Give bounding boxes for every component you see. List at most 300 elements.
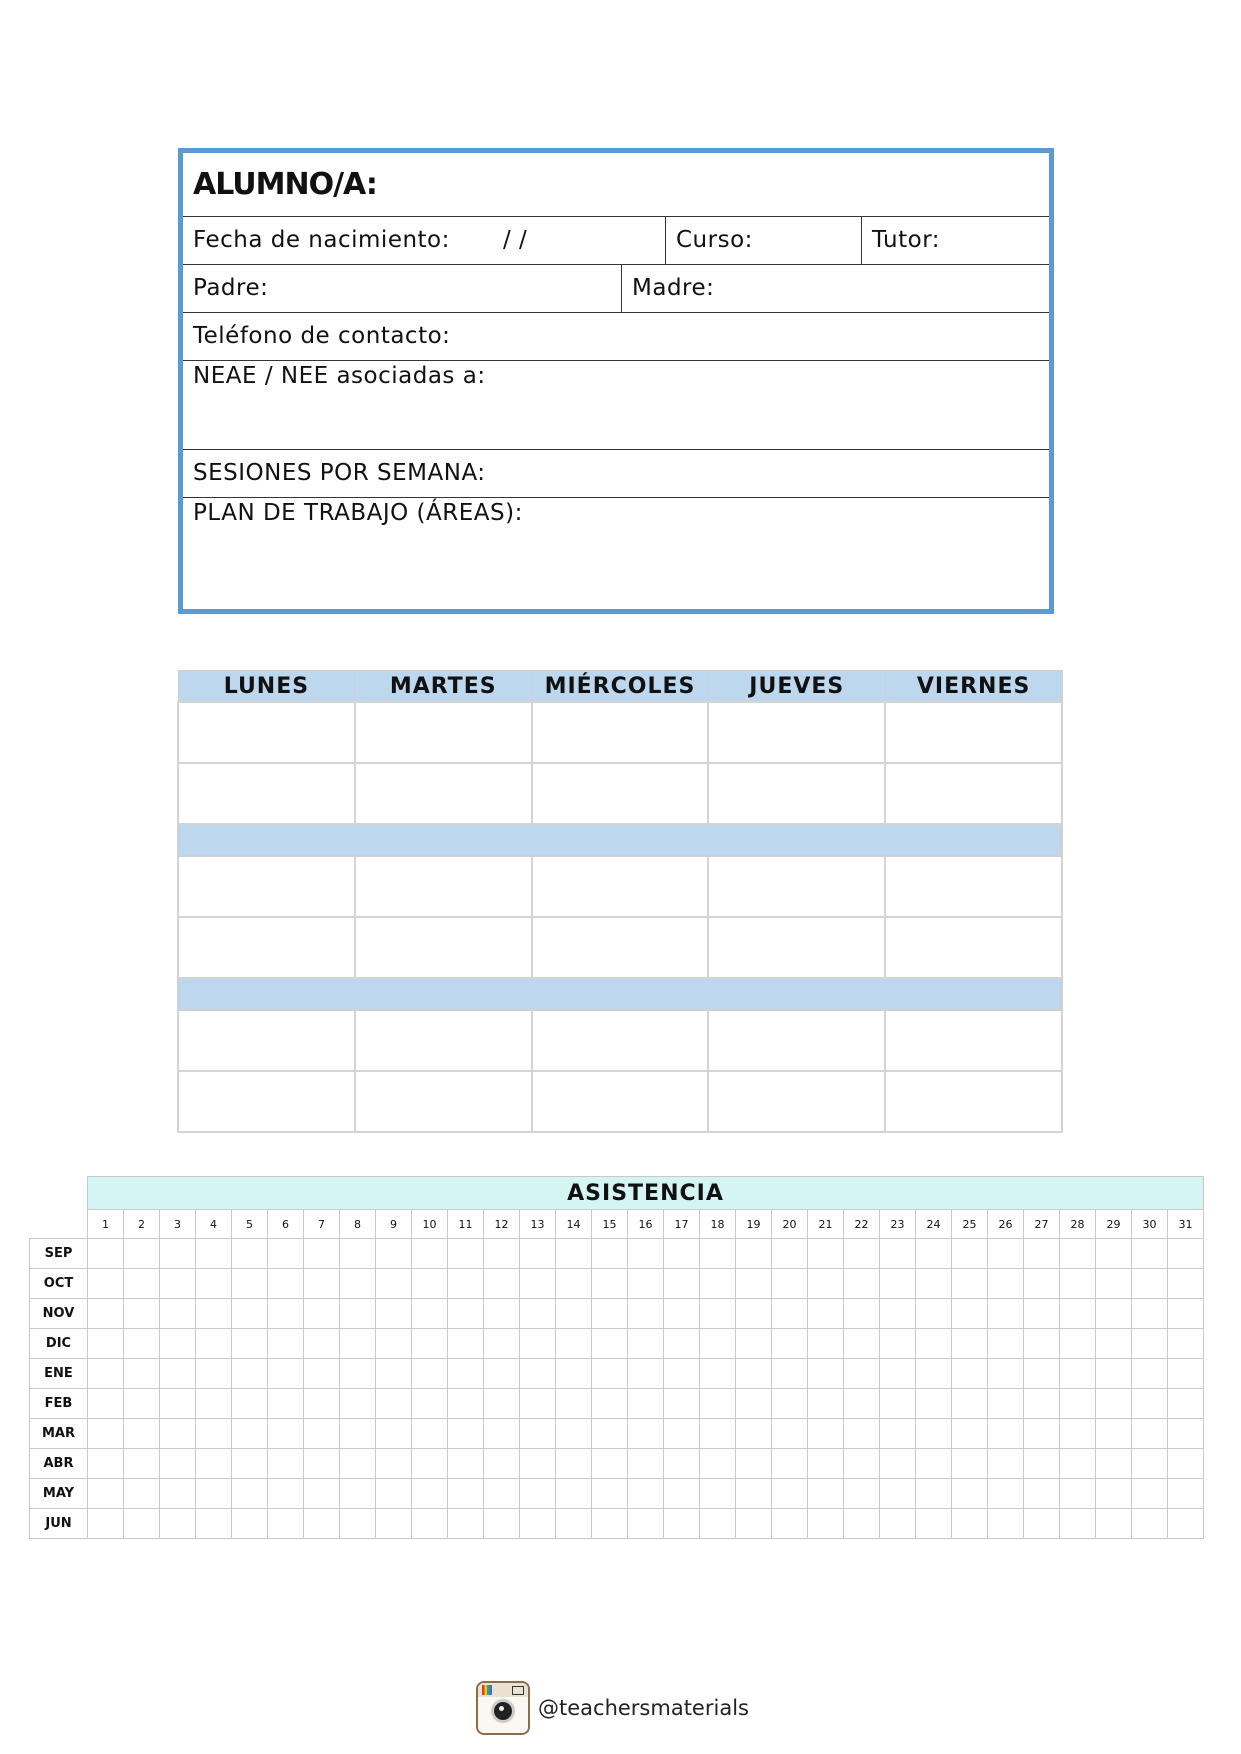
attendance-cell[interactable] [376, 1359, 412, 1389]
attendance-cell[interactable] [880, 1419, 916, 1449]
attendance-cell[interactable] [916, 1299, 952, 1329]
attendance-cell[interactable] [484, 1239, 520, 1269]
attendance-cell[interactable] [520, 1419, 556, 1449]
attendance-cell[interactable] [1096, 1419, 1132, 1449]
attendance-cell[interactable] [1024, 1449, 1060, 1479]
attendance-cell[interactable] [952, 1329, 988, 1359]
attendance-cell[interactable] [736, 1509, 772, 1539]
attendance-cell[interactable] [376, 1299, 412, 1329]
tutor-field[interactable] [861, 217, 1049, 264]
attendance-cell[interactable] [880, 1299, 916, 1329]
attendance-cell[interactable] [628, 1299, 664, 1329]
attendance-cell[interactable] [412, 1299, 448, 1329]
attendance-cell[interactable] [736, 1449, 772, 1479]
attendance-cell[interactable] [700, 1329, 736, 1359]
attendance-cell[interactable] [1132, 1299, 1168, 1329]
attendance-cell[interactable] [628, 1389, 664, 1419]
schedule-cell[interactable] [532, 702, 709, 763]
attendance-cell[interactable] [376, 1449, 412, 1479]
attendance-cell[interactable] [1024, 1329, 1060, 1359]
attendance-cell[interactable] [196, 1299, 232, 1329]
attendance-cell[interactable] [880, 1359, 916, 1389]
neae-row[interactable] [183, 361, 1049, 450]
attendance-cell[interactable] [844, 1419, 880, 1449]
attendance-cell[interactable] [808, 1239, 844, 1269]
attendance-cell[interactable] [124, 1359, 160, 1389]
attendance-cell[interactable] [1024, 1239, 1060, 1269]
attendance-cell[interactable] [232, 1509, 268, 1539]
schedule-cell[interactable] [178, 1071, 355, 1132]
attendance-cell[interactable] [448, 1329, 484, 1359]
attendance-cell[interactable] [448, 1239, 484, 1269]
attendance-cell[interactable] [268, 1389, 304, 1419]
attendance-cell[interactable] [1132, 1359, 1168, 1389]
attendance-cell[interactable] [700, 1449, 736, 1479]
attendance-cell[interactable] [808, 1479, 844, 1509]
attendance-cell[interactable] [340, 1299, 376, 1329]
attendance-cell[interactable] [772, 1509, 808, 1539]
attendance-cell[interactable] [448, 1509, 484, 1539]
attendance-cell[interactable] [520, 1329, 556, 1359]
attendance-cell[interactable] [340, 1419, 376, 1449]
attendance-cell[interactable] [88, 1299, 124, 1329]
attendance-cell[interactable] [88, 1239, 124, 1269]
attendance-cell[interactable] [592, 1239, 628, 1269]
attendance-cell[interactable] [1060, 1449, 1096, 1479]
attendance-cell[interactable] [664, 1419, 700, 1449]
attendance-cell[interactable] [952, 1299, 988, 1329]
attendance-cell[interactable] [520, 1359, 556, 1389]
attendance-cell[interactable] [664, 1269, 700, 1299]
attendance-cell[interactable] [1168, 1359, 1204, 1389]
schedule-cell[interactable] [178, 763, 355, 824]
attendance-cell[interactable] [736, 1269, 772, 1299]
birth-date-field[interactable] [183, 217, 665, 264]
attendance-cell[interactable] [520, 1239, 556, 1269]
attendance-cell[interactable] [340, 1239, 376, 1269]
attendance-cell[interactable] [160, 1359, 196, 1389]
mother-field[interactable] [621, 265, 1049, 312]
attendance-cell[interactable] [484, 1359, 520, 1389]
attendance-cell[interactable] [1132, 1239, 1168, 1269]
attendance-cell[interactable] [772, 1269, 808, 1299]
attendance-cell[interactable] [232, 1239, 268, 1269]
attendance-cell[interactable] [592, 1389, 628, 1419]
phone-row[interactable] [183, 313, 1049, 361]
schedule-cell[interactable] [708, 763, 885, 824]
attendance-cell[interactable] [664, 1479, 700, 1509]
attendance-cell[interactable] [808, 1509, 844, 1539]
attendance-cell[interactable] [160, 1419, 196, 1449]
attendance-cell[interactable] [412, 1389, 448, 1419]
attendance-cell[interactable] [196, 1479, 232, 1509]
attendance-cell[interactable] [1132, 1419, 1168, 1449]
attendance-cell[interactable] [880, 1269, 916, 1299]
attendance-cell[interactable] [1132, 1329, 1168, 1359]
attendance-cell[interactable] [700, 1299, 736, 1329]
attendance-cell[interactable] [268, 1299, 304, 1329]
attendance-cell[interactable] [556, 1329, 592, 1359]
attendance-cell[interactable] [592, 1479, 628, 1509]
attendance-cell[interactable] [1168, 1509, 1204, 1539]
schedule-cell[interactable] [885, 917, 1062, 978]
attendance-cell[interactable] [736, 1389, 772, 1419]
attendance-cell[interactable] [592, 1269, 628, 1299]
attendance-cell[interactable] [124, 1329, 160, 1359]
schedule-cell[interactable] [532, 856, 709, 917]
schedule-cell[interactable] [708, 1010, 885, 1071]
attendance-cell[interactable] [1024, 1389, 1060, 1419]
attendance-cell[interactable] [844, 1509, 880, 1539]
attendance-cell[interactable] [448, 1269, 484, 1299]
attendance-cell[interactable] [952, 1389, 988, 1419]
attendance-cell[interactable] [988, 1239, 1024, 1269]
schedule-cell[interactable] [708, 856, 885, 917]
father-field[interactable] [183, 265, 621, 312]
attendance-cell[interactable] [664, 1239, 700, 1269]
attendance-cell[interactable] [196, 1419, 232, 1449]
attendance-cell[interactable] [484, 1269, 520, 1299]
course-field[interactable] [665, 217, 861, 264]
attendance-cell[interactable] [1024, 1359, 1060, 1389]
schedule-cell[interactable] [532, 1071, 709, 1132]
attendance-cell[interactable] [376, 1269, 412, 1299]
attendance-cell[interactable] [1132, 1269, 1168, 1299]
attendance-cell[interactable] [700, 1419, 736, 1449]
attendance-cell[interactable] [952, 1479, 988, 1509]
attendance-cell[interactable] [736, 1239, 772, 1269]
attendance-cell[interactable] [592, 1359, 628, 1389]
attendance-cell[interactable] [952, 1269, 988, 1299]
schedule-cell[interactable] [178, 917, 355, 978]
attendance-cell[interactable] [628, 1359, 664, 1389]
attendance-cell[interactable] [88, 1419, 124, 1449]
schedule-cell[interactable] [708, 702, 885, 763]
attendance-cell[interactable] [412, 1419, 448, 1449]
attendance-cell[interactable] [736, 1329, 772, 1359]
attendance-cell[interactable] [1024, 1299, 1060, 1329]
attendance-cell[interactable] [1060, 1479, 1096, 1509]
attendance-cell[interactable] [484, 1509, 520, 1539]
attendance-cell[interactable] [844, 1389, 880, 1419]
instagram-handle[interactable]: @teachersmaterials [538, 1696, 749, 1720]
attendance-cell[interactable] [160, 1329, 196, 1359]
attendance-cell[interactable] [1132, 1509, 1168, 1539]
attendance-cell[interactable] [844, 1269, 880, 1299]
attendance-cell[interactable] [664, 1299, 700, 1329]
attendance-cell[interactable] [520, 1299, 556, 1329]
attendance-cell[interactable] [196, 1449, 232, 1479]
attendance-cell[interactable] [628, 1479, 664, 1509]
attendance-cell[interactable] [1024, 1419, 1060, 1449]
attendance-cell[interactable] [988, 1329, 1024, 1359]
attendance-cell[interactable] [988, 1449, 1024, 1479]
attendance-cell[interactable] [448, 1479, 484, 1509]
attendance-cell[interactable] [1168, 1389, 1204, 1419]
attendance-cell[interactable] [304, 1479, 340, 1509]
attendance-cell[interactable] [808, 1269, 844, 1299]
attendance-cell[interactable] [952, 1509, 988, 1539]
attendance-cell[interactable] [592, 1449, 628, 1479]
schedule-cell[interactable] [885, 763, 1062, 824]
attendance-cell[interactable] [196, 1329, 232, 1359]
attendance-cell[interactable] [844, 1299, 880, 1329]
attendance-cell[interactable] [844, 1329, 880, 1359]
schedule-cell[interactable] [178, 1010, 355, 1071]
attendance-cell[interactable] [412, 1329, 448, 1359]
attendance-cell[interactable] [808, 1419, 844, 1449]
attendance-cell[interactable] [520, 1389, 556, 1419]
attendance-cell[interactable] [412, 1239, 448, 1269]
attendance-cell[interactable] [808, 1299, 844, 1329]
attendance-cell[interactable] [1096, 1299, 1132, 1329]
schedule-cell[interactable] [885, 856, 1062, 917]
attendance-cell[interactable] [592, 1299, 628, 1329]
attendance-cell[interactable] [448, 1359, 484, 1389]
attendance-cell[interactable] [1060, 1359, 1096, 1389]
attendance-cell[interactable] [484, 1419, 520, 1449]
attendance-cell[interactable] [772, 1389, 808, 1419]
attendance-cell[interactable] [88, 1329, 124, 1359]
attendance-cell[interactable] [268, 1269, 304, 1299]
attendance-cell[interactable] [88, 1479, 124, 1509]
attendance-cell[interactable] [1168, 1479, 1204, 1509]
attendance-cell[interactable] [628, 1269, 664, 1299]
attendance-cell[interactable] [124, 1389, 160, 1419]
attendance-cell[interactable] [556, 1479, 592, 1509]
attendance-cell[interactable] [232, 1269, 268, 1299]
attendance-cell[interactable] [1060, 1389, 1096, 1419]
schedule-cell[interactable] [885, 702, 1062, 763]
attendance-cell[interactable] [1168, 1329, 1204, 1359]
attendance-cell[interactable] [304, 1329, 340, 1359]
attendance-cell[interactable] [628, 1239, 664, 1269]
attendance-cell[interactable] [1096, 1509, 1132, 1539]
schedule-cell[interactable] [885, 1071, 1062, 1132]
attendance-cell[interactable] [88, 1359, 124, 1389]
attendance-cell[interactable] [628, 1329, 664, 1359]
attendance-cell[interactable] [376, 1479, 412, 1509]
attendance-cell[interactable] [232, 1389, 268, 1419]
schedule-cell[interactable] [355, 856, 532, 917]
attendance-cell[interactable] [160, 1269, 196, 1299]
attendance-cell[interactable] [268, 1449, 304, 1479]
attendance-cell[interactable] [268, 1509, 304, 1539]
attendance-cell[interactable] [556, 1389, 592, 1419]
attendance-cell[interactable] [88, 1449, 124, 1479]
attendance-cell[interactable] [628, 1509, 664, 1539]
attendance-cell[interactable] [700, 1509, 736, 1539]
attendance-cell[interactable] [88, 1509, 124, 1539]
attendance-cell[interactable] [160, 1449, 196, 1479]
schedule-cell[interactable] [532, 763, 709, 824]
attendance-cell[interactable] [1096, 1329, 1132, 1359]
attendance-cell[interactable] [376, 1389, 412, 1419]
attendance-cell[interactable] [556, 1509, 592, 1539]
attendance-cell[interactable] [1132, 1479, 1168, 1509]
attendance-cell[interactable] [124, 1299, 160, 1329]
attendance-cell[interactable] [340, 1479, 376, 1509]
attendance-cell[interactable] [304, 1269, 340, 1299]
attendance-cell[interactable] [376, 1419, 412, 1449]
attendance-cell[interactable] [412, 1449, 448, 1479]
attendance-cell[interactable] [160, 1509, 196, 1539]
attendance-cell[interactable] [700, 1269, 736, 1299]
attendance-cell[interactable] [1060, 1299, 1096, 1329]
attendance-cell[interactable] [556, 1239, 592, 1269]
attendance-cell[interactable] [556, 1269, 592, 1299]
schedule-cell[interactable] [355, 1010, 532, 1071]
attendance-cell[interactable] [1168, 1269, 1204, 1299]
attendance-cell[interactable] [736, 1359, 772, 1389]
attendance-cell[interactable] [232, 1299, 268, 1329]
attendance-cell[interactable] [1060, 1269, 1096, 1299]
attendance-cell[interactable] [628, 1449, 664, 1479]
attendance-cell[interactable] [916, 1419, 952, 1449]
attendance-cell[interactable] [556, 1449, 592, 1479]
attendance-cell[interactable] [664, 1359, 700, 1389]
attendance-cell[interactable] [88, 1269, 124, 1299]
attendance-cell[interactable] [268, 1419, 304, 1449]
attendance-cell[interactable] [448, 1449, 484, 1479]
attendance-cell[interactable] [952, 1359, 988, 1389]
attendance-cell[interactable] [736, 1479, 772, 1509]
attendance-cell[interactable] [844, 1449, 880, 1479]
attendance-cell[interactable] [376, 1329, 412, 1359]
attendance-cell[interactable] [592, 1329, 628, 1359]
schedule-cell[interactable] [355, 1071, 532, 1132]
attendance-cell[interactable] [952, 1449, 988, 1479]
attendance-cell[interactable] [1096, 1449, 1132, 1479]
attendance-cell[interactable] [592, 1419, 628, 1449]
attendance-cell[interactable] [1168, 1299, 1204, 1329]
attendance-cell[interactable] [484, 1479, 520, 1509]
attendance-cell[interactable] [880, 1509, 916, 1539]
attendance-cell[interactable] [520, 1449, 556, 1479]
attendance-cell[interactable] [124, 1269, 160, 1299]
attendance-cell[interactable] [448, 1389, 484, 1419]
schedule-cell[interactable] [532, 1010, 709, 1071]
attendance-cell[interactable] [988, 1299, 1024, 1329]
attendance-cell[interactable] [448, 1299, 484, 1329]
attendance-cell[interactable] [340, 1359, 376, 1389]
attendance-cell[interactable] [1060, 1239, 1096, 1269]
attendance-cell[interactable] [988, 1509, 1024, 1539]
schedule-cell[interactable] [708, 917, 885, 978]
attendance-cell[interactable] [412, 1269, 448, 1299]
attendance-cell[interactable] [484, 1449, 520, 1479]
attendance-cell[interactable] [1168, 1239, 1204, 1269]
attendance-cell[interactable] [880, 1389, 916, 1419]
attendance-cell[interactable] [340, 1509, 376, 1539]
attendance-cell[interactable] [880, 1449, 916, 1479]
attendance-cell[interactable] [520, 1269, 556, 1299]
attendance-cell[interactable] [160, 1389, 196, 1419]
attendance-cell[interactable] [772, 1419, 808, 1449]
attendance-cell[interactable] [808, 1329, 844, 1359]
schedule-cell[interactable] [355, 702, 532, 763]
attendance-cell[interactable] [772, 1329, 808, 1359]
attendance-cell[interactable] [160, 1299, 196, 1329]
attendance-cell[interactable] [340, 1389, 376, 1419]
attendance-cell[interactable] [556, 1359, 592, 1389]
attendance-cell[interactable] [304, 1509, 340, 1539]
attendance-cell[interactable] [1024, 1479, 1060, 1509]
attendance-cell[interactable] [304, 1419, 340, 1449]
schedule-cell[interactable] [178, 702, 355, 763]
attendance-cell[interactable] [808, 1359, 844, 1389]
attendance-cell[interactable] [1060, 1419, 1096, 1449]
schedule-cell[interactable] [708, 1071, 885, 1132]
attendance-cell[interactable] [1096, 1389, 1132, 1419]
attendance-cell[interactable] [412, 1479, 448, 1509]
attendance-cell[interactable] [1024, 1509, 1060, 1539]
attendance-cell[interactable] [1024, 1269, 1060, 1299]
attendance-cell[interactable] [124, 1509, 160, 1539]
attendance-cell[interactable] [1096, 1479, 1132, 1509]
attendance-cell[interactable] [592, 1509, 628, 1539]
attendance-cell[interactable] [304, 1299, 340, 1329]
attendance-cell[interactable] [124, 1419, 160, 1449]
attendance-cell[interactable] [916, 1449, 952, 1479]
attendance-cell[interactable] [232, 1479, 268, 1509]
attendance-cell[interactable] [340, 1449, 376, 1479]
plan-row[interactable] [183, 498, 1049, 609]
attendance-cell[interactable] [196, 1359, 232, 1389]
attendance-cell[interactable] [304, 1389, 340, 1419]
attendance-cell[interactable] [916, 1479, 952, 1509]
attendance-cell[interactable] [484, 1389, 520, 1419]
attendance-cell[interactable] [916, 1329, 952, 1359]
attendance-cell[interactable] [880, 1479, 916, 1509]
attendance-cell[interactable] [736, 1419, 772, 1449]
attendance-cell[interactable] [772, 1449, 808, 1479]
attendance-cell[interactable] [1168, 1449, 1204, 1479]
attendance-cell[interactable] [700, 1479, 736, 1509]
attendance-cell[interactable] [772, 1479, 808, 1509]
attendance-cell[interactable] [700, 1239, 736, 1269]
attendance-cell[interactable] [808, 1449, 844, 1479]
attendance-cell[interactable] [340, 1329, 376, 1359]
attendance-cell[interactable] [988, 1359, 1024, 1389]
schedule-cell[interactable] [178, 856, 355, 917]
attendance-cell[interactable] [952, 1239, 988, 1269]
attendance-cell[interactable] [556, 1299, 592, 1329]
attendance-cell[interactable] [268, 1479, 304, 1509]
attendance-cell[interactable] [268, 1329, 304, 1359]
attendance-cell[interactable] [916, 1359, 952, 1389]
attendance-cell[interactable] [916, 1389, 952, 1419]
attendance-cell[interactable] [160, 1239, 196, 1269]
attendance-cell[interactable] [124, 1239, 160, 1269]
sessions-row[interactable] [183, 450, 1049, 498]
attendance-cell[interactable] [232, 1329, 268, 1359]
attendance-cell[interactable] [700, 1359, 736, 1389]
attendance-cell[interactable] [916, 1239, 952, 1269]
attendance-cell[interactable] [412, 1359, 448, 1389]
attendance-cell[interactable] [664, 1509, 700, 1539]
attendance-cell[interactable] [196, 1239, 232, 1269]
attendance-cell[interactable] [952, 1419, 988, 1449]
attendance-cell[interactable] [772, 1239, 808, 1269]
attendance-cell[interactable] [880, 1329, 916, 1359]
attendance-cell[interactable] [196, 1269, 232, 1299]
attendance-cell[interactable] [304, 1359, 340, 1389]
attendance-cell[interactable] [700, 1389, 736, 1419]
attendance-cell[interactable] [808, 1389, 844, 1419]
attendance-cell[interactable] [1096, 1359, 1132, 1389]
attendance-cell[interactable] [232, 1449, 268, 1479]
